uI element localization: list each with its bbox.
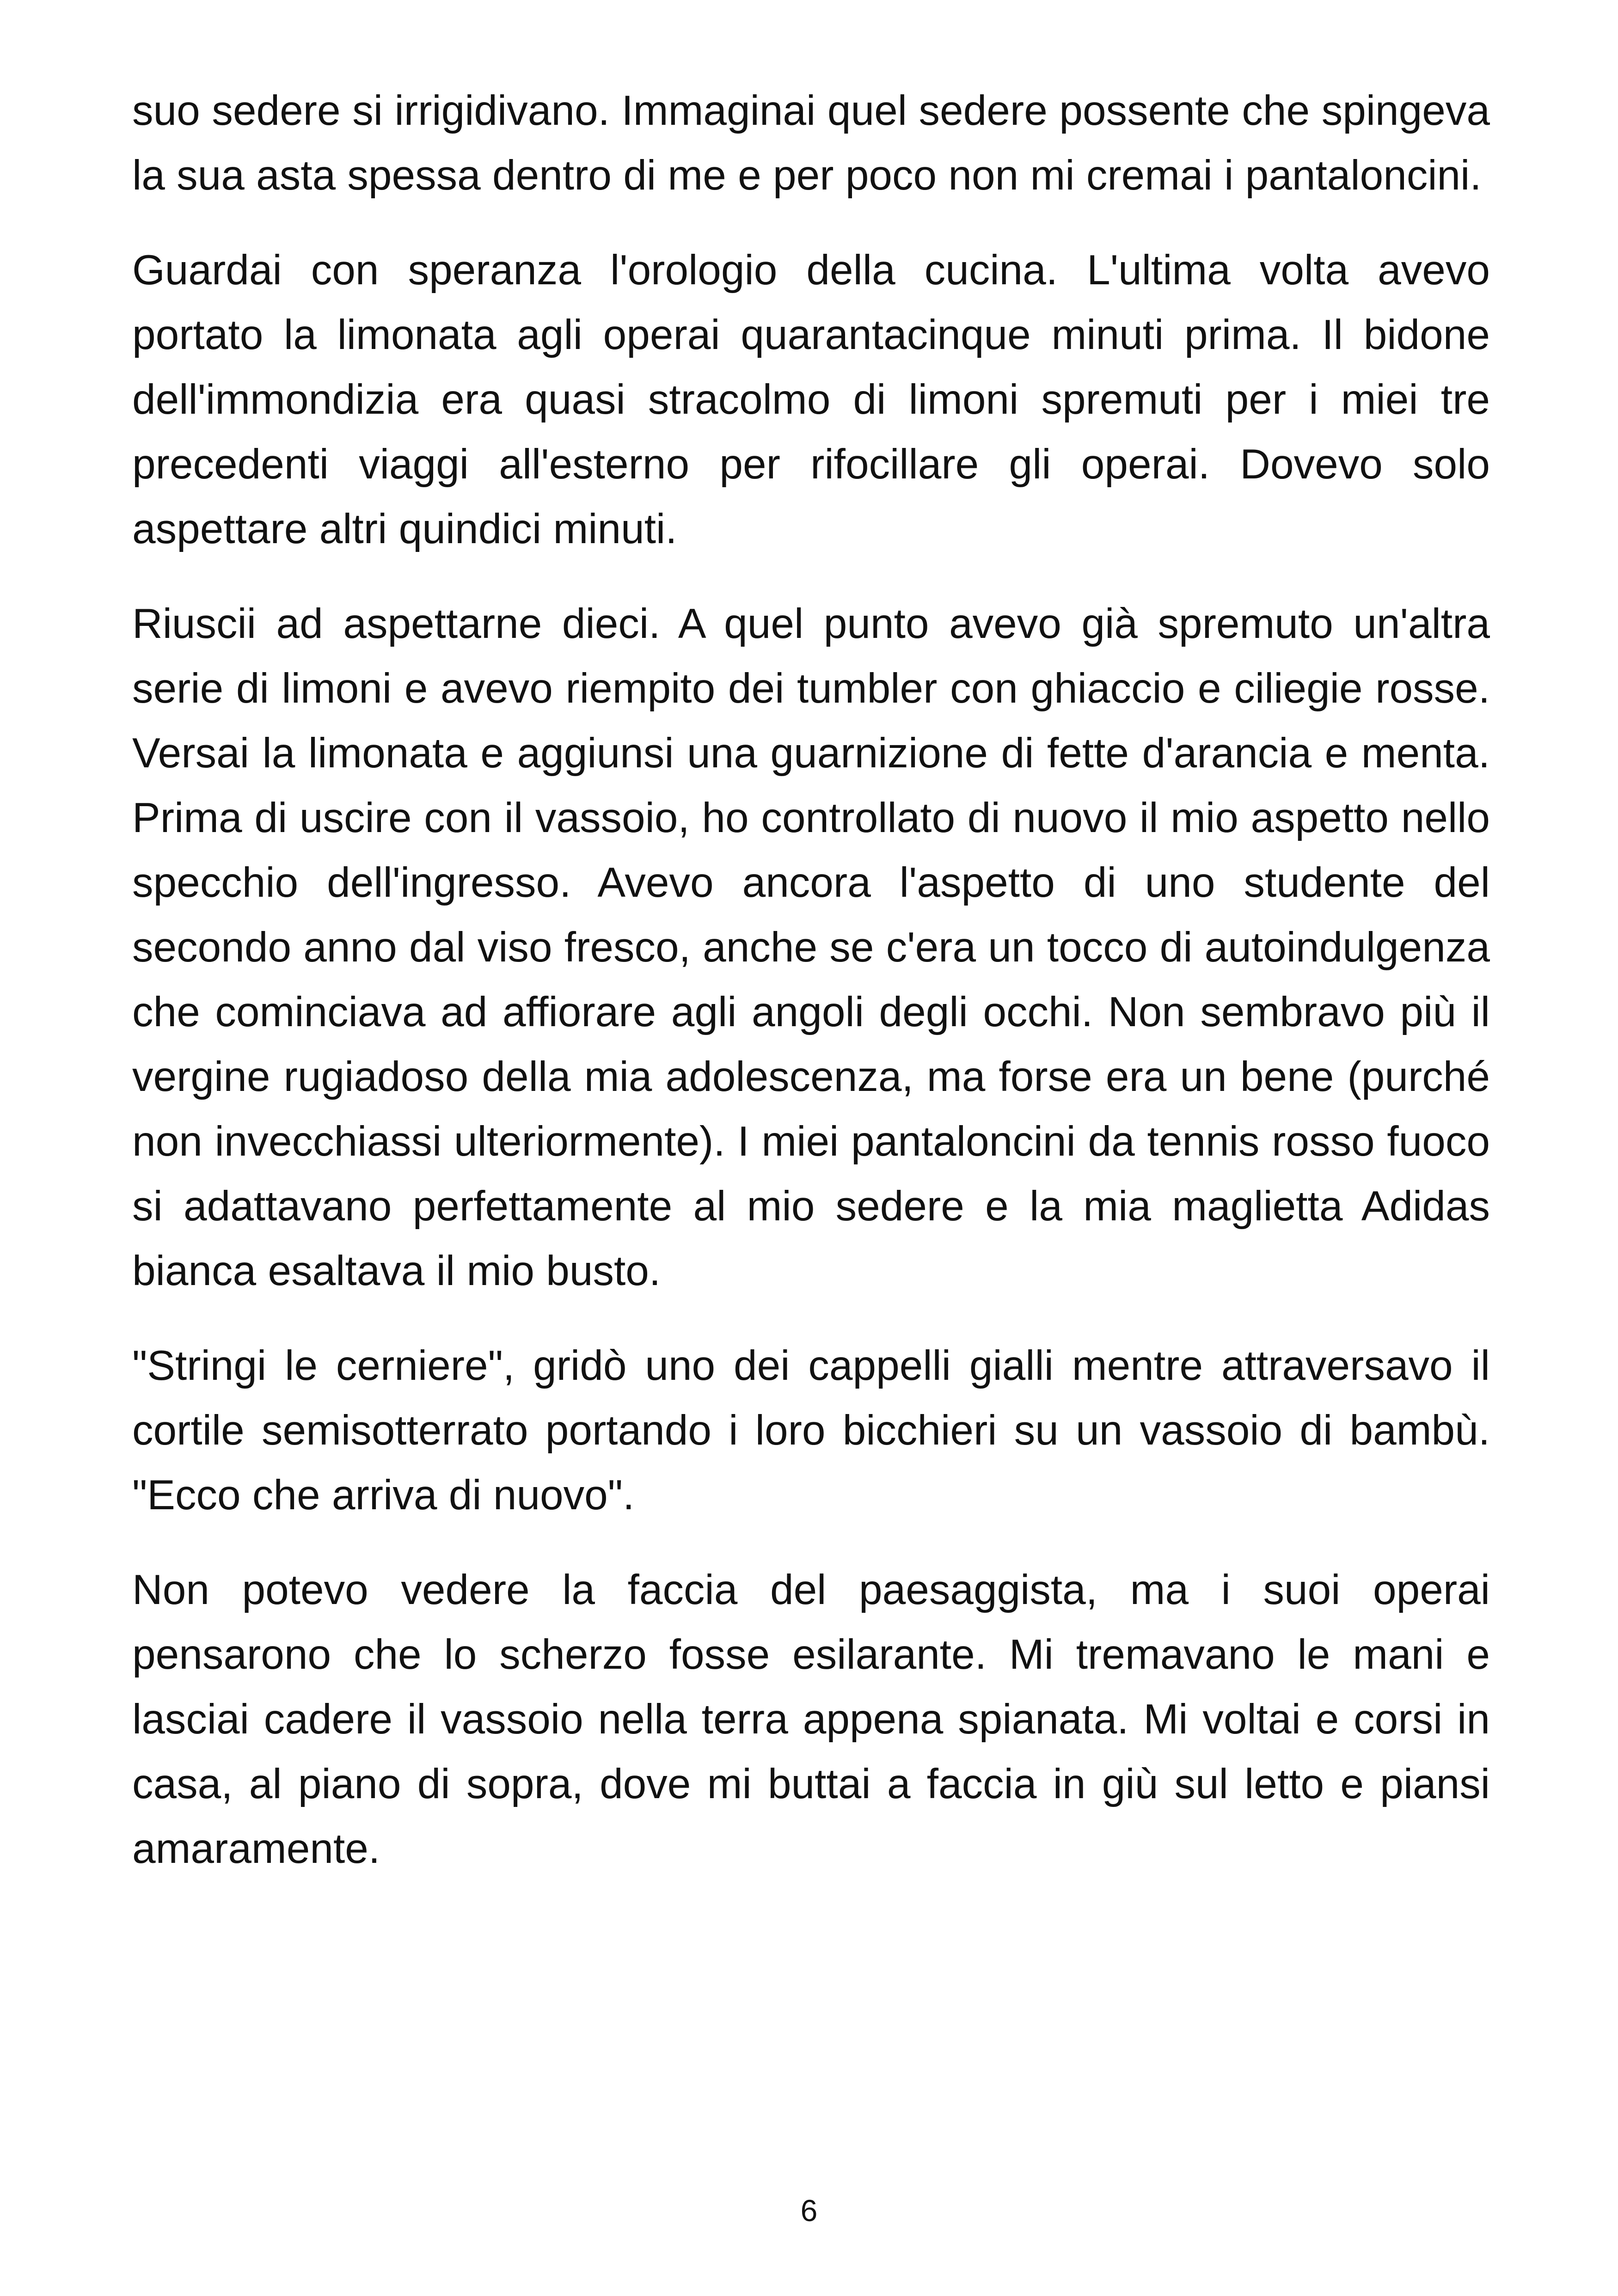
- paragraph-5: Non potevo vedere la faccia del paesaggista, ma i suoi operai pensarono che lo scherzo fosse esilarante. Mi tremavano le mani e lasciai cadere il vassoio nella terra appena spianata. Mi voltai e corsi in casa, al piano di sopra, dove mi buttai a faccia in giù sul letto e piansi amaramente.: [132, 1567, 1490, 1872]
- page-number: 6: [800, 2193, 818, 2228]
- paragraph-3: Riuscii ad aspettarne dieci. A quel punto avevo già spremuto un'altra serie di limoni e avevo riempito dei tumbler con ghiaccio e ciliegie rosse. Versai la limonata e aggiunsi una guarnizione di fette d'arancia e menta. Prima di uscire con il vassoio, ho controllato di nuovo il mio aspetto nello specchio dell'ingresso. Avevo ancora l'aspetto di uno studente del secondo anno dal viso fresco, anche se c'era un tocco di autoindulgenza che cominciava ad affiorare agli angoli degli occhi. Non sembravo più il vergine rugiadoso della mia adolescenza, ma forse era un bene (purché non invecchiassi ulteriormente). I miei pantaloncini da tennis rosso fuoco si adattavano perfettamente al mio sedere e la mia maglietta Adidas bianca esaltava il mio busto.: [132, 600, 1490, 1294]
- paragraph-2: Guardai con speranza l'orologio della cucina. L'ultima volta avevo portato la limonata agli operai quarantacinque minuti prima. Il bidone dell'immondizia era quasi stracolmo di limoni spremuti per i miei tre precedenti viaggi all'esterno per rifocillare gli operai. Dovevo solo aspettare altri quindici minuti.: [132, 247, 1490, 552]
- paragraph-4: "Stringi le cerniere", gridò uno dei cappelli gialli mentre attraversavo il cortile semisotterrato portando i loro bicchieri su un vassoio di bambù. "Ecco che arriva di nuovo".: [132, 1342, 1490, 1518]
- body-text: [132, 79, 1490, 1911]
- paragraph-1: suo sedere si irrigidivano. Immaginai quel sedere possente che spingeva la sua asta spessa dentro di me e per poco non mi cremai i pantaloncini.: [132, 87, 1490, 199]
